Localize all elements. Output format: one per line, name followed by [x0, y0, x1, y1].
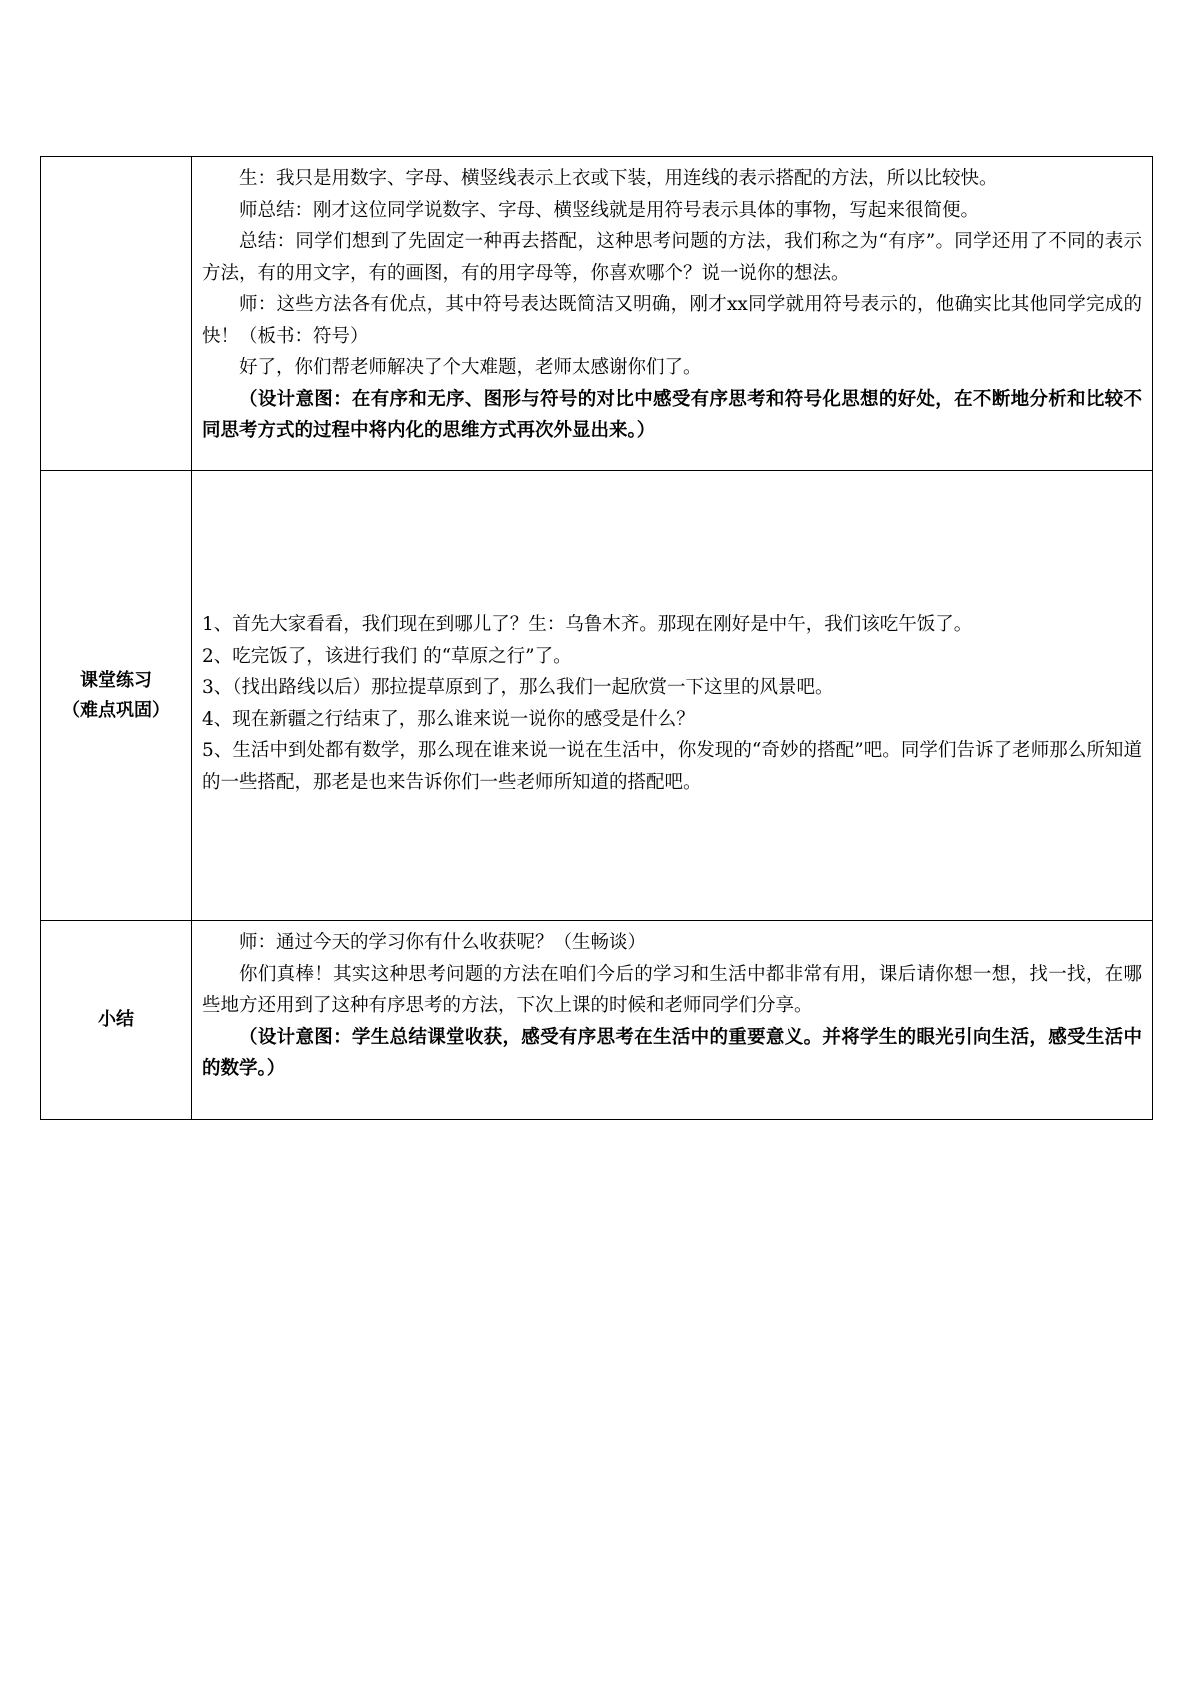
design-intent-note: （设计意图：学生总结课堂收获，感受有序思考在生活中的重要意义。并将学生的眼光引向生活，感受生活中的数学。）	[202, 1026, 1142, 1079]
table-row	[41, 471, 1153, 921]
row-content-cell	[192, 921, 1153, 1120]
summary-paragraph: 总结：同学们想到了先固定一种再去搭配，这种思考问题的方法，我们称之为“有序”。同学还用了不同的表示方法，有的用文字，有的画图，有的用字母等，你喜欢哪个？说一说你的想法。	[202, 231, 1142, 284]
row-sublabel: （难点巩固）	[62, 699, 170, 721]
row-label: 课堂练习	[80, 669, 152, 691]
practice-item: 2、吃完饭了，该进行我们 的“草原之行”了。	[202, 645, 572, 667]
praise-paragraph: 你们真棒！其实这种思考问题的方法在咱们今后的学习和生活中都非常有用，课后请你想一想，找一找，在哪些地方还用到了这种有序思考的方法，下次上课的时候和老师同学们分享。	[202, 963, 1142, 1016]
row-label-cell	[41, 157, 192, 471]
row-label-cell	[41, 921, 192, 1120]
teacher-question-paragraph: 师：通过今天的学习你有什么收获呢？（生畅谈）	[239, 932, 647, 953]
practice-item: 3、（找出路线以后）那拉提草原到了，那么我们一起欣赏一下这里的风景吧。	[202, 677, 834, 698]
table-row	[41, 157, 1153, 471]
practice-item: 1、首先大家看看，我们现在到哪儿了？生：乌鲁木齐。那现在刚好是中午，我们该吃午饭了。	[202, 614, 973, 635]
row-label: 小结	[98, 1009, 134, 1030]
teacher-summary-paragraph: 师总结：刚才这位同学说数字、字母、横竖线就是用符号表示具体的事物，写起来很简便。	[239, 199, 980, 221]
practice-item: 5、生活中到处都有数学，那么现在谁来说一说在生活中，你发现的“奇妙的搭配”吧。同学们告诉了老师那么所知道的一些搭配，那老是也来告诉你们一些老师所知道的搭配吧。	[202, 740, 1142, 793]
row-content-cell	[192, 157, 1153, 471]
thanks-paragraph: 好了，你们帮老师解决了个大难题，老师太感谢你们了。	[239, 357, 702, 378]
row-label-cell	[41, 471, 192, 921]
row-content-cell	[192, 471, 1153, 921]
table-row	[41, 921, 1153, 1120]
student-answer-paragraph: 生：我只是用数字、字母、横竖线表示上衣或下装，用连线的表示搭配的方法，所以比较快。	[239, 168, 998, 189]
lesson-plan-table	[40, 156, 1153, 1120]
teacher-remark-paragraph: 师：这些方法各有优点，其中符号表达既简洁又明确，刚才xx同学就用符号表示的，他确实比其他同学完成的快！（板书：符号）	[202, 294, 1142, 347]
design-intent-note: （设计意图：在有序和无序、图形与符号的对比中感受有序思考和符号化思想的好处，在不断地分析和比较不同思考方式的过程中将内化的思维方式再次外显出来。）	[202, 388, 1142, 441]
practice-item: 4、现在新疆之行结束了，那么谁来说一说你的感受是什么？	[202, 708, 695, 730]
